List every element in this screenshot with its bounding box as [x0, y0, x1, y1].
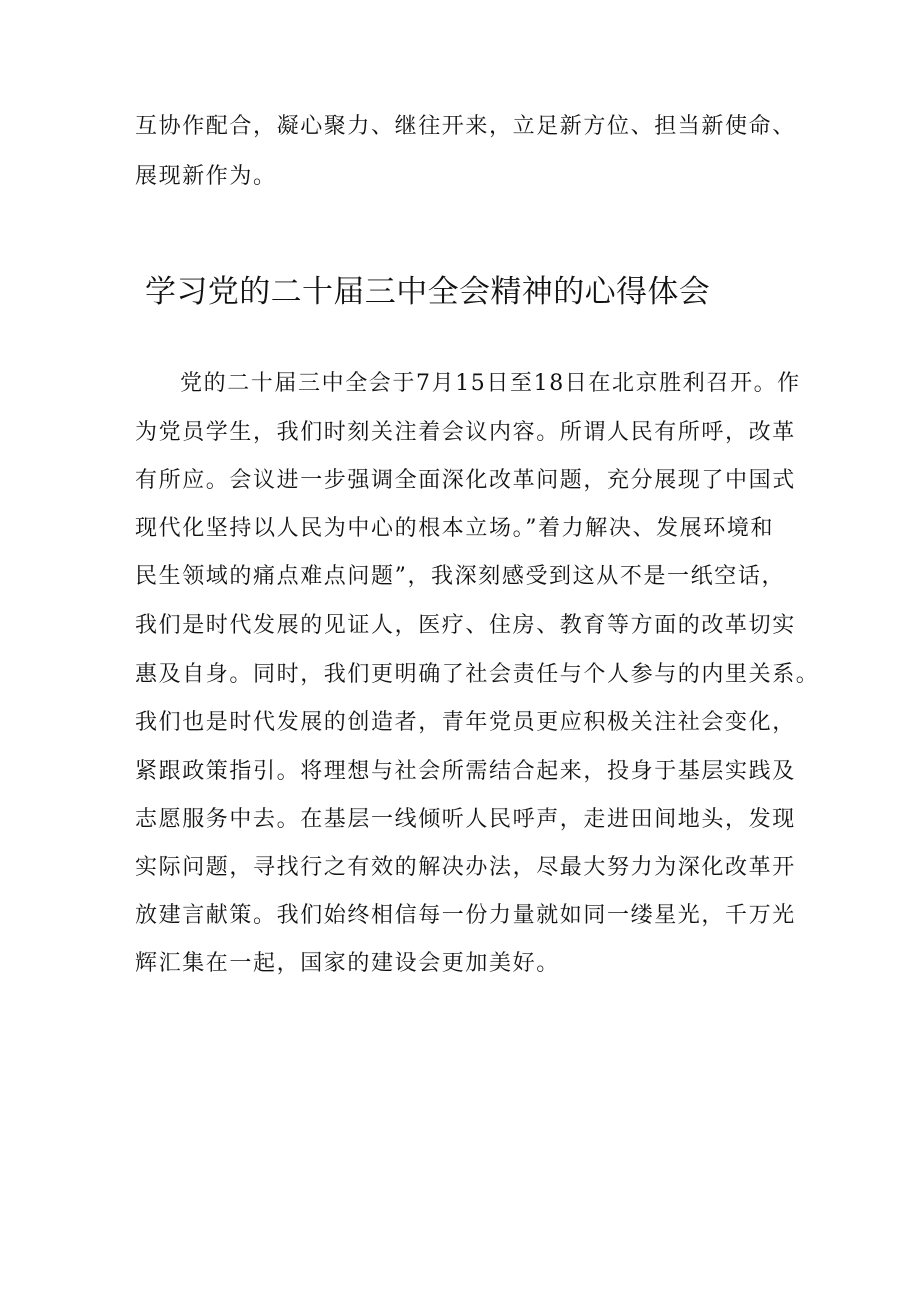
prev-paragraph-line: 互协作配合，凝心聚力、继往开来，立足新方位、担当新使命、 [135, 114, 796, 139]
prev-paragraph-line: 展现新作为。 [135, 164, 277, 189]
body-line: 我们也是时代发展的创造者，青年党员更应积极关注社会变化， [135, 710, 796, 735]
body-line: 惠及自身。同时，我们更明确了社会责任与个人参与的内里关系。 [135, 662, 820, 687]
document-title: 学习党的二十届三中全会精神的心得体会 [145, 274, 711, 310]
body-line: 民生领域的痛点难点问题”，我深刻感受到这从不是一纸空话， [135, 564, 786, 589]
body-line: 我们是时代发展的见证人，医疗、住房、教育等方面的改革切实 [135, 613, 796, 638]
body-line: 放建言献策。我们始终相信每一份力量就如同一缕星光，千万光 [135, 903, 796, 928]
body-line: 实际问题，寻找行之有效的解决办法，尽最大努力为深化改革开 [135, 855, 796, 880]
body-line: 为党员学生，我们时刻关注着会议内容。所谓人民有所呼，改革 [135, 420, 796, 445]
body-line: 志愿服务中去。在基层一线倾听人民呼声，走进田间地头，发现 [135, 807, 796, 832]
body-line: 辉汇集在一起，国家的建设会更加美好。 [135, 951, 560, 976]
body-line: 党的二十届三中全会于7月15日至18日在北京胜利召开。作 [180, 371, 801, 396]
body-line: 紧跟政策指引。将理想与社会所需结合起来，投身于基层实践及 [135, 759, 796, 784]
body-line: 现代化坚持以人民为中心的根本立场。”着力解决、发展环境和 [135, 516, 775, 541]
body-line: 有所应。会议进一步强调全面深化改革问题，充分展现了中国式 [135, 468, 796, 493]
